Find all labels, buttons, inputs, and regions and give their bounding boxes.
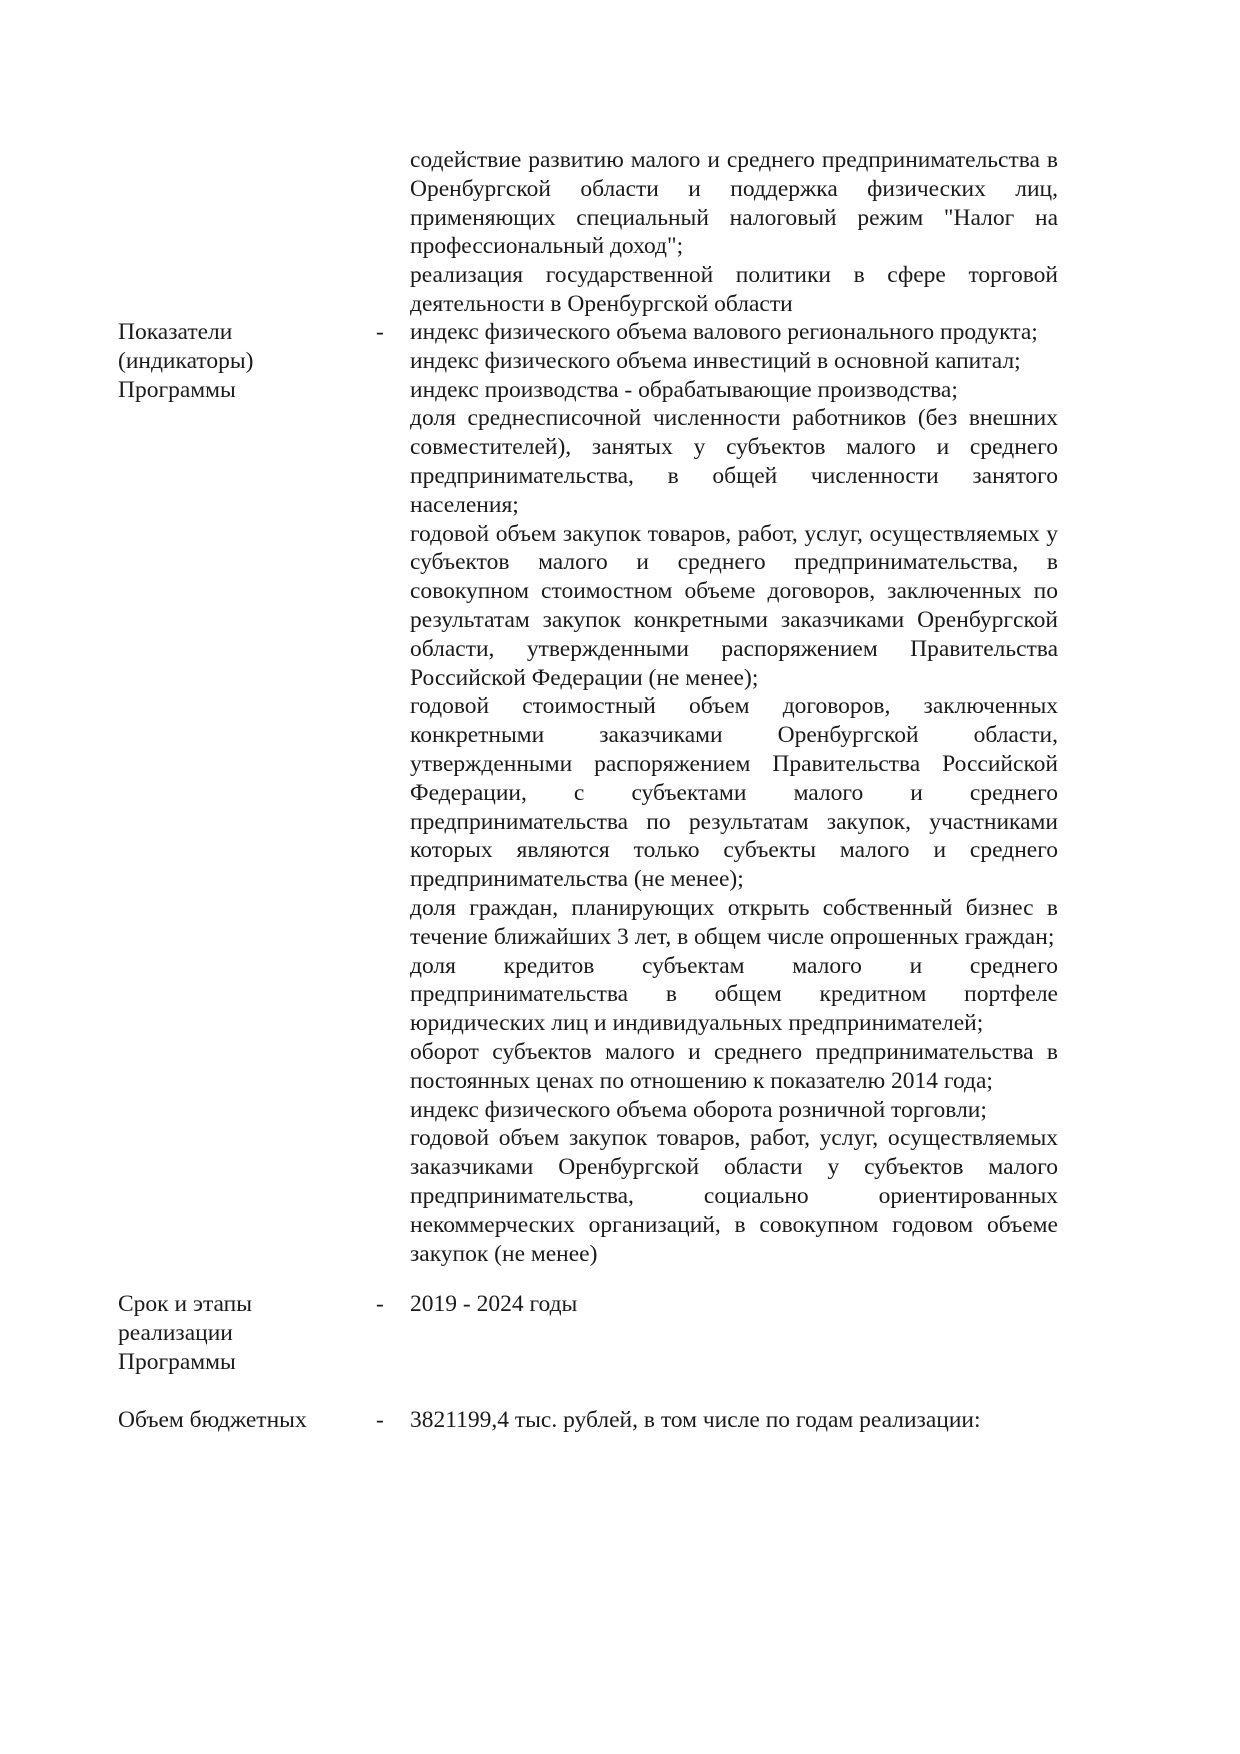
section-label: Объем бюджетных xyxy=(118,1407,307,1433)
indicator-item: индекс физического объема валового регионального продукта; xyxy=(410,319,1038,345)
goal-paragraph: реализация государственной политики в сфере торговой деятельности в Оренбургской области xyxy=(410,262,1058,317)
section-dash: - xyxy=(376,1407,384,1433)
term-content xyxy=(410,1290,1058,1319)
indicator-item: оборот субъектов малого и среднего предпринимательства в постоянных ценах по отношению к показателю 2014 года; xyxy=(410,1038,1058,1094)
term-value: 2019 - 2024 годы xyxy=(410,1291,578,1317)
budget-value: 3821199,4 тыс. рублей, в том числе по годам реализации: xyxy=(410,1407,981,1433)
indicator-item: индекс физического объема оборота розничной торговли; xyxy=(410,1096,987,1123)
indicator-item: годовой объем закупок товаров, работ, услуг, осуществляемых заказчиками Оренбургской области у субъектов малого предпринимательства, социально ориентированных некоммерческих организаций, в совокупном годовом объеме закупок (не менее) xyxy=(410,1125,1058,1267)
goal-paragraph: содействие развитию малого и среднего предпринимательства в Оренбургской области и поддержка физических лиц, применяющих специальный налоговый режим "Налог на профессиональный доход"; xyxy=(410,147,1058,260)
indicator-item: доля граждан, планирующих открыть собственный бизнес в течение ближайших 3 лет, в общем числе опрошенных граждан; xyxy=(410,894,1058,950)
section-label: Показатели (индикаторы) Программы xyxy=(118,319,254,403)
section-label: Срок и этапы реализации Программы xyxy=(118,1291,253,1375)
indicator-item: индекс производства - обрабатывающие производства; xyxy=(410,376,958,403)
budget-content xyxy=(410,1406,1058,1435)
indicator-item: индекс физического объема инвестиций в основной капитал; xyxy=(410,347,1021,374)
section-dash: - xyxy=(376,1291,384,1317)
indicator-item: доля кредитов субъектам малого и среднего предпринимательства в общем кредитном портфеле юридических лиц и индивидуальных предпринимателей; xyxy=(410,952,1058,1037)
indicator-item: годовой объем закупок товаров, работ, услуг, осуществляемых у субъектов малого и среднего предпринимательства, в совокупном стоимостном объеме договоров, заключенных по результатам закупок конкретными заказчиками Оренбургской области, утвержденными распоряжением Правительства Российской Федерации (не менее); xyxy=(410,520,1058,691)
section-dash: - xyxy=(376,319,384,345)
indicator-item: доля среднесписочной численности работников (без внешних совместителей), занятых у субъектов малого и среднего предпринимательства, в общей численности занятого населения; xyxy=(410,405,1058,518)
indicators-content xyxy=(410,318,1058,1268)
indicator-item: годовой стоимостный объем договоров, заключенных конкретными заказчиками Оренбургской области, утвержденными распоряжением Правительства Российской Федерации, с субъектами малого и среднего предпринимательства по результатам закупок, участниками которых являются только субъекты малого и среднего предпринимательства (не менее); xyxy=(410,693,1058,893)
goals-content xyxy=(410,146,1058,319)
